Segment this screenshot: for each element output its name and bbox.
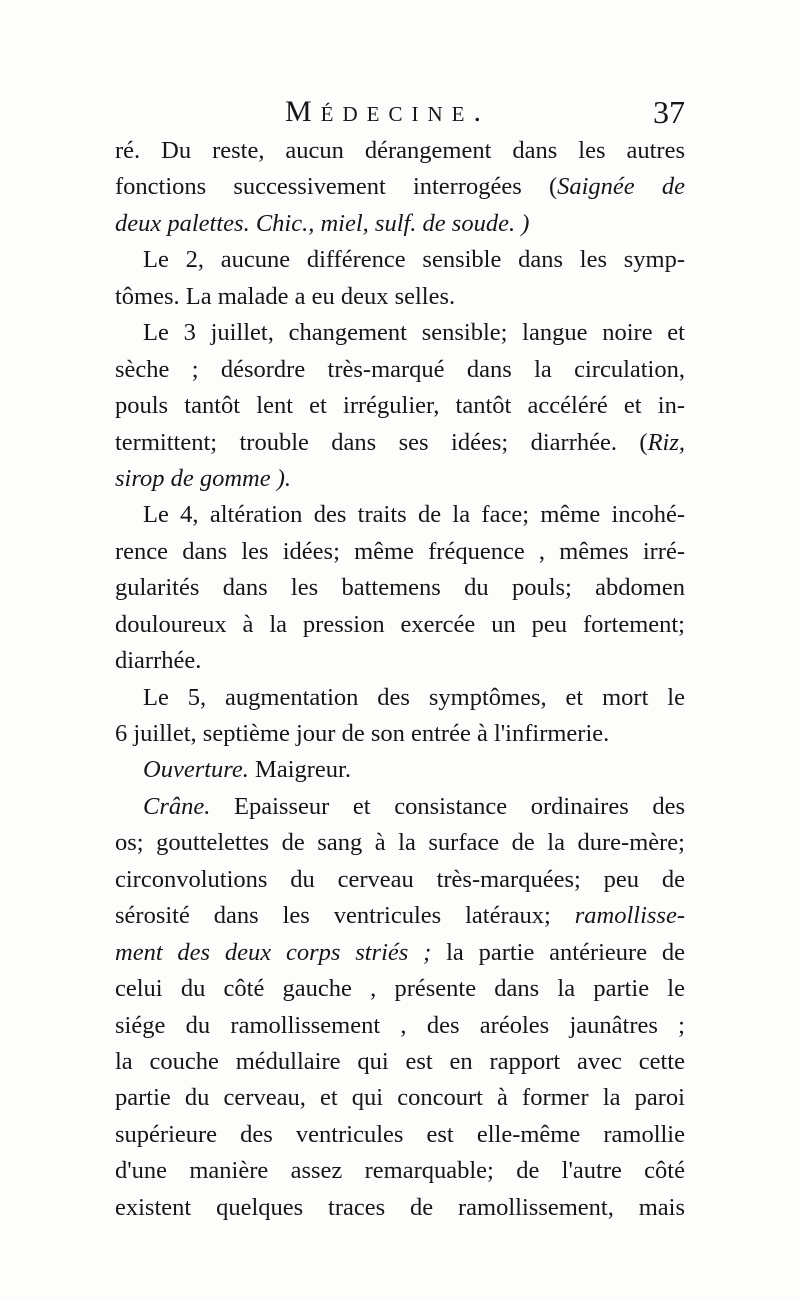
text-line: Ouverture. Maigreur. bbox=[143, 756, 351, 784]
text-line: sérosité dans les ventricules latéraux; ramollisse- bbox=[115, 902, 685, 930]
text-line: ment des deux corps striés ; la partie antérieure de bbox=[115, 938, 685, 966]
text-line: celui du côté gauche , présente dans la partie le bbox=[115, 975, 685, 1003]
text-line: os; gouttelettes de sang à la surface de la dure-mère; bbox=[115, 829, 685, 857]
text-line: rence dans les idées; même fréquence , mêmes irré- bbox=[115, 537, 685, 565]
text-line: siége du ramollissement , des aréoles jaunâtres ; bbox=[115, 1011, 685, 1039]
text-line: Le 2, aucune différence sensible dans les symp- bbox=[143, 246, 685, 274]
text-line: Le 3 juillet, changement sensible; langue noire et bbox=[143, 319, 685, 347]
text-line: ré. Du reste, aucun dérangement dans les autres bbox=[115, 137, 685, 164]
text-line: Crâne. Epaisseur et consistance ordinaires des bbox=[143, 792, 686, 820]
text-line: douloureux à la pression exercée un peu fortement; bbox=[115, 610, 685, 638]
text-line: gularités dans les battemens du pouls; abdomen bbox=[115, 574, 685, 602]
text-line: supérieure des ventricules est elle-même ramollie bbox=[115, 1120, 685, 1148]
text-line: tômes. La malade a eu deux selles. bbox=[115, 282, 456, 310]
page-number: 37 bbox=[653, 94, 685, 130]
text-line: circonvolutions du cerveau très-marquées; peu de bbox=[115, 865, 685, 893]
text-line: sirop de gomme ). bbox=[115, 464, 292, 492]
text-line: diarrhée. bbox=[115, 647, 202, 675]
text-line: 6 juillet, septième jour de son entrée à l'infirmerie. bbox=[115, 720, 610, 747]
text-line: deux palettes. Chic., miel, sulf. de soude. ) bbox=[115, 209, 530, 237]
text-line: d'une manière assez remarquable; de l'autre côté bbox=[115, 1157, 685, 1185]
running-head-title: Médecine. bbox=[285, 95, 490, 128]
text-line: existent quelques traces de ramollissement, mais bbox=[115, 1193, 685, 1221]
text-line: la couche médullaire qui est en rapport avec cette bbox=[115, 1047, 685, 1075]
text-line: termittent; trouble dans ses idées; diarrhée. (Riz, bbox=[115, 428, 685, 456]
text-line: partie du cerveau, et qui concourt à former la paroi bbox=[115, 1084, 685, 1112]
text-line: sèche ; désordre très-marqué dans la circulation, bbox=[115, 355, 685, 383]
text-line: pouls tantôt lent et irrégulier, tantôt accéléré et in- bbox=[115, 392, 685, 420]
text-line: Le 5, augmentation des symptômes, et mort le bbox=[143, 683, 685, 711]
text-line: Le 4, altération des traits de la face; même incohé- bbox=[143, 501, 685, 529]
text-line: fonctions successivement interrogées (Saignée de bbox=[115, 173, 685, 201]
body-text bbox=[115, 133, 685, 1226]
